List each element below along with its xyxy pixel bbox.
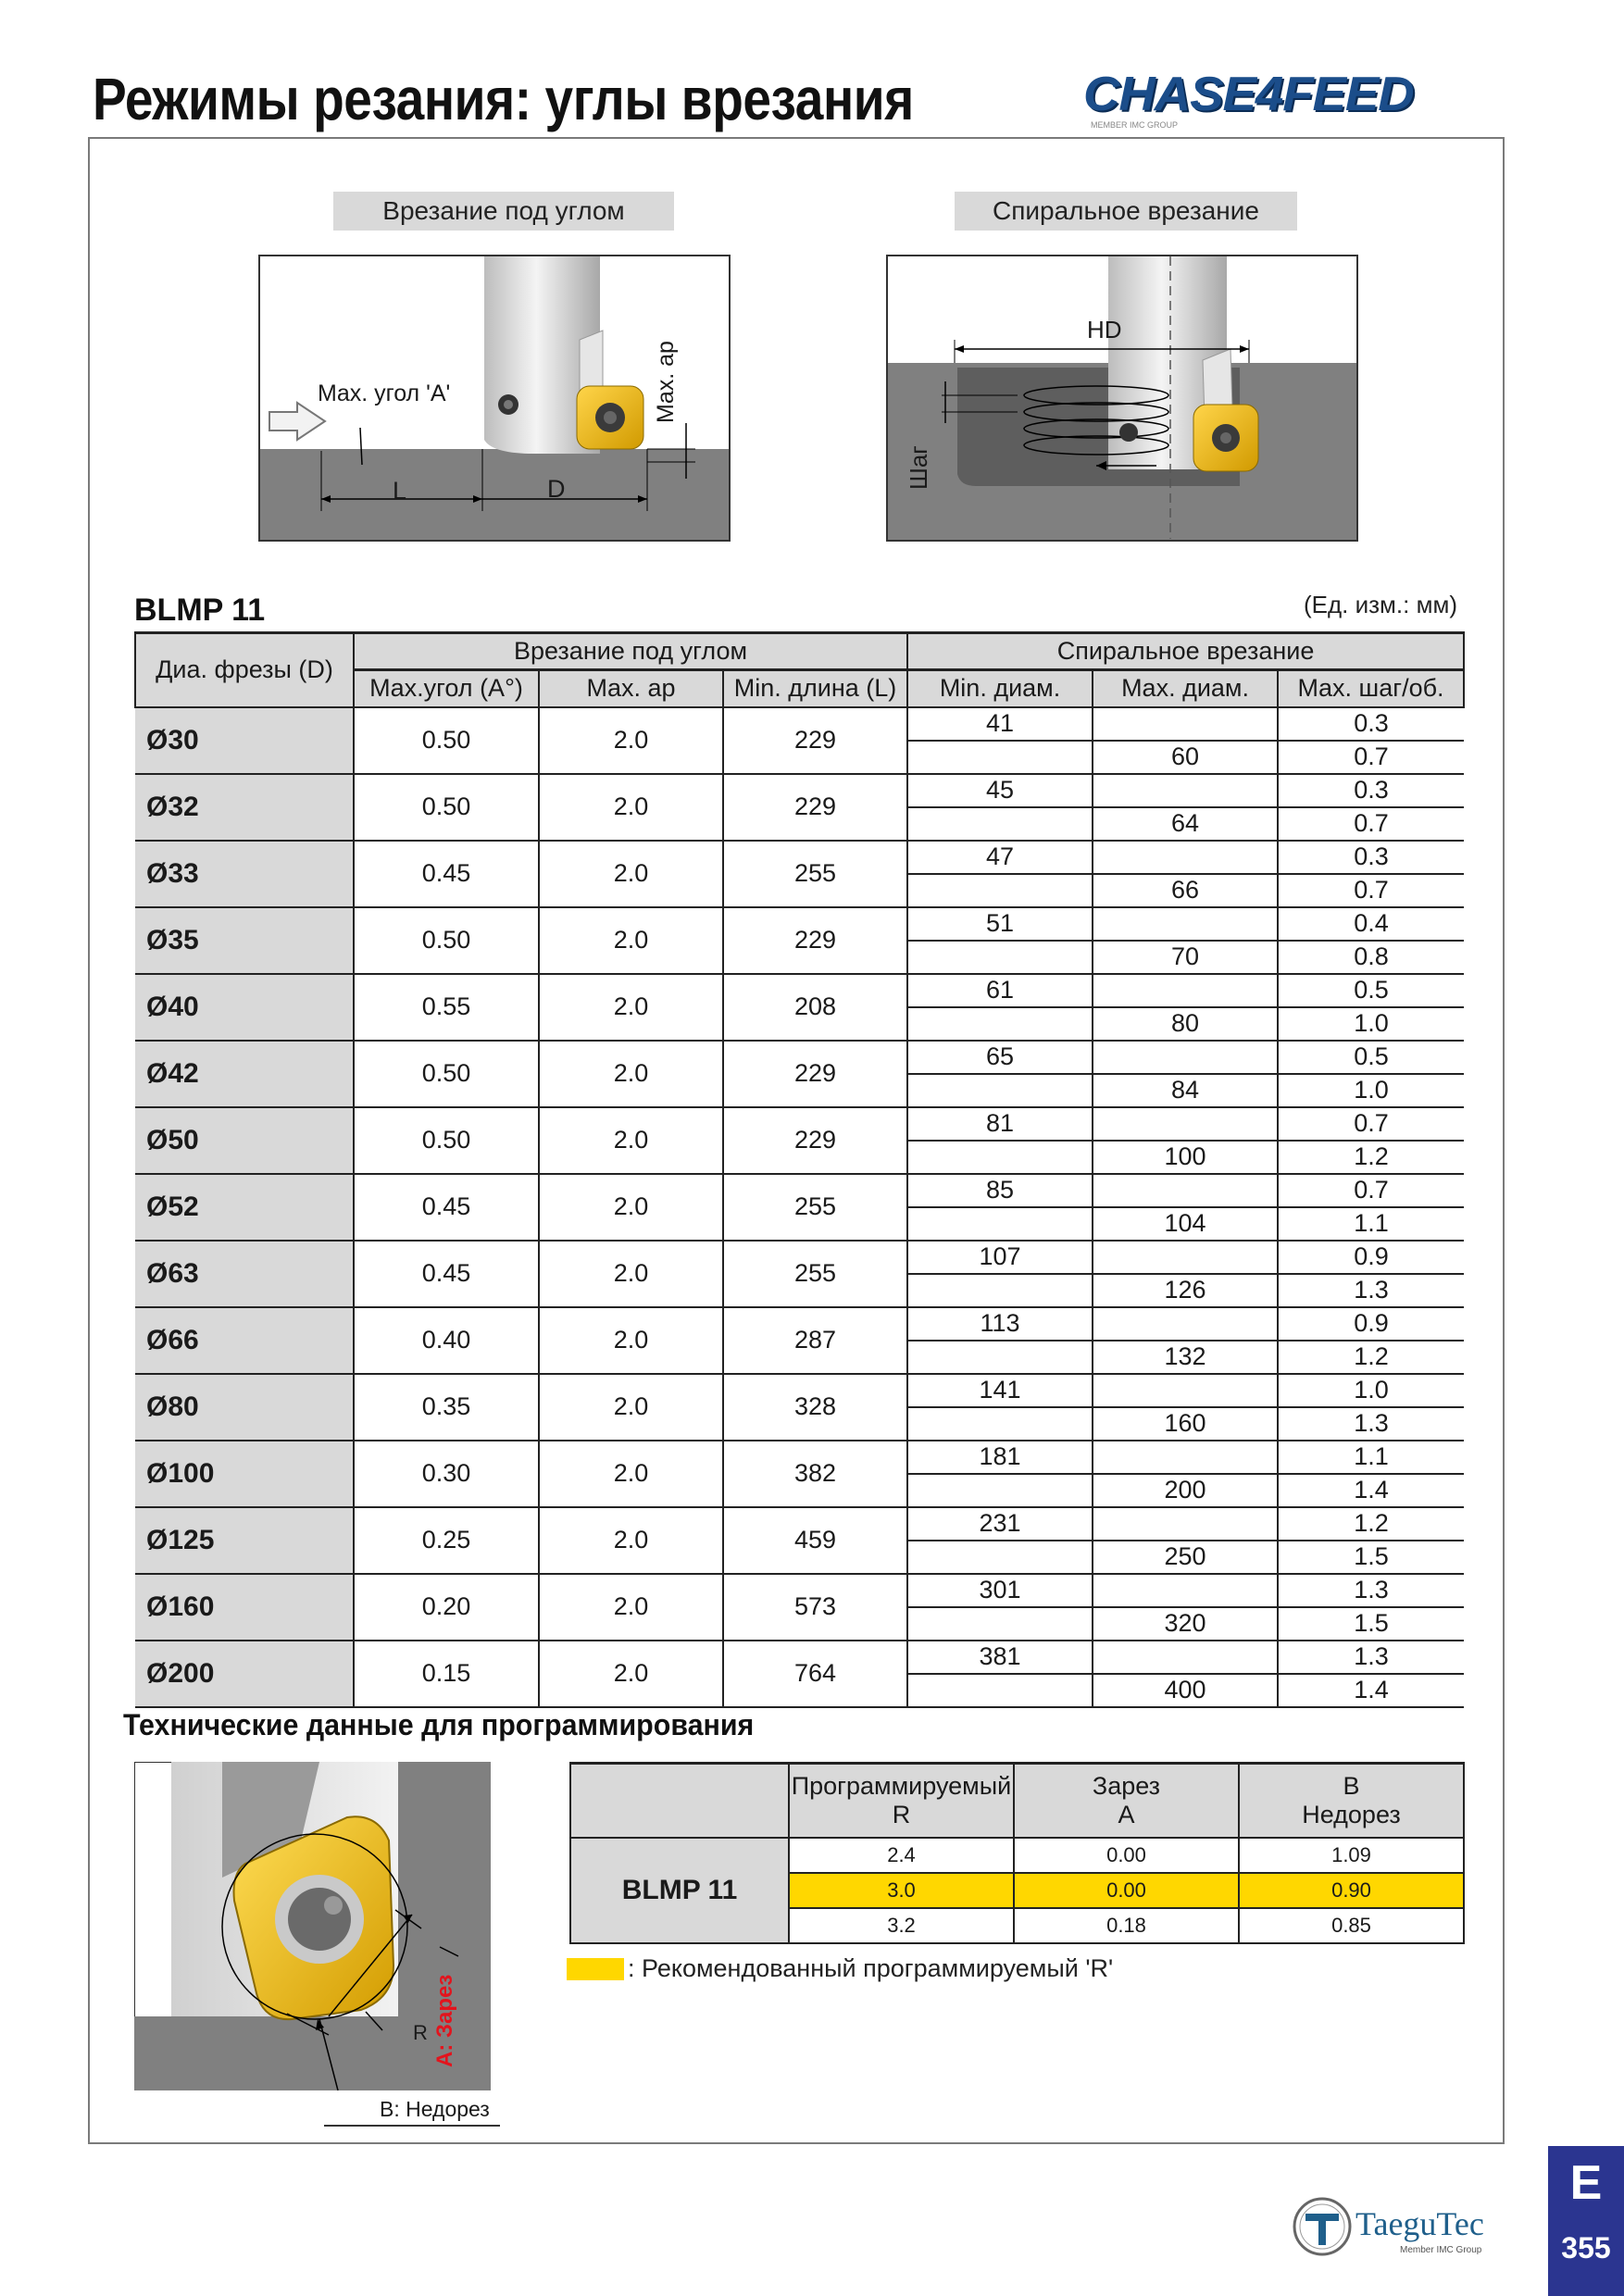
max-angle-label: Max. угол 'A' bbox=[318, 381, 451, 406]
table-row bbox=[135, 1507, 1464, 1574]
cutter-dia-cell: Ø32 bbox=[135, 774, 354, 841]
min-dia-cell-lower bbox=[908, 1408, 1092, 1440]
max-dia-cell-upper bbox=[1093, 1575, 1277, 1608]
max-pitch-cell-upper: 1.0 bbox=[1279, 1375, 1464, 1408]
max-dia-cell bbox=[1093, 1307, 1278, 1374]
max-dia-cell bbox=[1093, 1641, 1278, 1707]
min-dia-cell-upper: 113 bbox=[908, 1308, 1092, 1341]
ramping-data-table bbox=[134, 631, 1465, 1708]
min-length-cell: 255 bbox=[723, 1174, 907, 1241]
max-pitch-cell-lower: 0.7 bbox=[1354, 876, 1389, 904]
max-pitch-cell-upper: 0.7 bbox=[1279, 1108, 1464, 1142]
min-dia-cell bbox=[907, 1441, 1093, 1507]
min-dia-cell-upper: 65 bbox=[908, 1042, 1092, 1075]
prog-header-empty bbox=[570, 1764, 789, 1838]
max-pitch-cell-upper: 0.3 bbox=[1279, 775, 1464, 808]
min-length-cell: 287 bbox=[723, 1307, 907, 1374]
header-cutter-dia: Диа. фрезы (D) bbox=[135, 633, 354, 707]
header-ramp-group: Врезание под углом bbox=[354, 633, 907, 670]
programming-diagram bbox=[134, 1762, 491, 2090]
table-row bbox=[135, 1241, 1464, 1307]
max-dia-cell-upper bbox=[1093, 1108, 1277, 1142]
header-max-angle: Max.угол (A°) bbox=[354, 670, 539, 707]
max-pitch-cell bbox=[1278, 1307, 1464, 1374]
max-angle-cell: 0.50 bbox=[354, 907, 539, 974]
label-r: R bbox=[413, 2021, 428, 2044]
max-pitch-cell bbox=[1278, 774, 1464, 841]
label-a-overcut: A: Зарез bbox=[432, 1974, 457, 2067]
max-dia-cell bbox=[1093, 1441, 1278, 1507]
max-pitch-cell-upper: 0.3 bbox=[1279, 708, 1464, 742]
max-dia-cell-lower: 60 bbox=[1171, 742, 1200, 770]
max-pitch-cell-lower: 1.1 bbox=[1354, 1209, 1389, 1237]
min-dia-cell-upper: 61 bbox=[908, 975, 1092, 1008]
programming-title: Технические данные для программирования bbox=[123, 1708, 755, 1741]
min-dia-cell-lower bbox=[908, 808, 1092, 840]
max-ap-cell: 2.0 bbox=[539, 1041, 723, 1107]
min-dia-cell bbox=[907, 1374, 1093, 1441]
max-dia-cell-upper bbox=[1093, 1175, 1277, 1208]
cutter-dia-cell: Ø33 bbox=[135, 841, 354, 907]
max-dia-cell-lower: 64 bbox=[1171, 809, 1200, 837]
max-dia-cell-lower: 200 bbox=[1164, 1476, 1206, 1504]
max-dia-cell-upper bbox=[1093, 775, 1277, 808]
max-angle-cell: 0.15 bbox=[354, 1641, 539, 1707]
max-dia-cell bbox=[1093, 1574, 1278, 1641]
max-dia-cell-lower: 84 bbox=[1171, 1076, 1200, 1104]
min-dia-cell bbox=[907, 1507, 1093, 1574]
max-dia-cell-lower: 104 bbox=[1164, 1209, 1206, 1237]
max-dia-cell-upper bbox=[1093, 708, 1277, 742]
max-pitch-cell bbox=[1278, 907, 1464, 974]
table-row bbox=[135, 1041, 1464, 1107]
max-dia-cell-lower: 66 bbox=[1171, 876, 1200, 904]
helical-diagram bbox=[886, 255, 1358, 542]
section-letter: E bbox=[1569, 2156, 1603, 2210]
min-dia-cell-lower bbox=[908, 742, 1092, 773]
max-angle-cell: 0.50 bbox=[354, 1041, 539, 1107]
max-dia-cell-upper bbox=[1093, 1242, 1277, 1275]
max-angle-cell: 0.20 bbox=[354, 1574, 539, 1641]
min-dia-cell-lower bbox=[908, 1341, 1092, 1373]
min-length-cell: 328 bbox=[723, 1374, 907, 1441]
max-angle-cell: 0.50 bbox=[354, 1107, 539, 1174]
max-dia-cell bbox=[1093, 907, 1278, 974]
max-pitch-cell-lower: 1.0 bbox=[1354, 1076, 1389, 1104]
legend-text: : Рекомендованный программируемый 'R' bbox=[628, 1954, 1114, 1982]
min-dia-cell-lower bbox=[908, 1675, 1092, 1706]
pitch-label: Шаг bbox=[905, 445, 932, 490]
programming-table bbox=[569, 1762, 1465, 1944]
max-pitch-cell-upper: 0.9 bbox=[1279, 1242, 1464, 1275]
max-dia-cell-upper bbox=[1093, 1441, 1277, 1475]
min-dia-cell bbox=[907, 1041, 1093, 1107]
min-dia-cell bbox=[907, 841, 1093, 907]
cutter-dia-cell: Ø200 bbox=[135, 1641, 354, 1707]
company-sub: Member IMC Group bbox=[1400, 2245, 1482, 2255]
table-row bbox=[135, 974, 1464, 1041]
max-ap-cell: 2.0 bbox=[539, 774, 723, 841]
min-dia-cell-lower bbox=[908, 875, 1092, 906]
max-pitch-cell-lower: 1.2 bbox=[1354, 1142, 1389, 1170]
table-row bbox=[135, 841, 1464, 907]
max-ap-cell: 2.0 bbox=[539, 1507, 723, 1574]
max-pitch-cell-lower: 1.2 bbox=[1354, 1342, 1389, 1370]
max-dia-cell-lower: 320 bbox=[1164, 1609, 1206, 1637]
prog-a-cell: 0.18 bbox=[1014, 1908, 1239, 1943]
table-row bbox=[135, 774, 1464, 841]
chase4feed-logo bbox=[1083, 67, 1509, 141]
max-pitch-cell-lower: 0.7 bbox=[1354, 809, 1389, 837]
max-ap-label: Max. ap bbox=[653, 341, 679, 423]
max-pitch-cell bbox=[1278, 1374, 1464, 1441]
cutter-dia-cell: Ø160 bbox=[135, 1574, 354, 1641]
min-length-cell: 573 bbox=[723, 1574, 907, 1641]
taegutec-logo bbox=[1289, 2190, 1520, 2264]
min-length-cell: 255 bbox=[723, 1241, 907, 1307]
max-pitch-cell bbox=[1278, 1507, 1464, 1574]
cutter-dia-cell: Ø125 bbox=[135, 1507, 354, 1574]
max-angle-cell: 0.50 bbox=[354, 774, 539, 841]
min-dia-cell-upper: 231 bbox=[908, 1508, 1092, 1541]
model-heading: BLMP 11 bbox=[134, 593, 266, 628]
max-dia-cell bbox=[1093, 1507, 1278, 1574]
prog-b-cell: 0.90 bbox=[1239, 1873, 1464, 1908]
max-dia-cell-upper bbox=[1093, 1042, 1277, 1075]
diameter-D-label: D bbox=[547, 475, 566, 503]
min-dia-cell bbox=[907, 1107, 1093, 1174]
table-row bbox=[135, 1174, 1464, 1241]
header-helical-group: Спиральное врезание bbox=[907, 633, 1464, 670]
hd-label: HD bbox=[1087, 316, 1122, 343]
min-dia-cell-upper: 51 bbox=[908, 908, 1092, 942]
max-dia-cell-lower: 250 bbox=[1164, 1542, 1206, 1570]
max-dia-cell bbox=[1093, 1041, 1278, 1107]
min-length-cell: 229 bbox=[723, 1107, 907, 1174]
prog-header-a-line2: A bbox=[1118, 1800, 1135, 1828]
table-row bbox=[135, 1441, 1464, 1507]
max-dia-cell-upper bbox=[1093, 1508, 1277, 1541]
max-ap-cell: 2.0 bbox=[539, 707, 723, 774]
legend-swatch bbox=[567, 1958, 624, 1980]
max-ap-cell: 2.0 bbox=[539, 1307, 723, 1374]
min-dia-cell bbox=[907, 707, 1093, 774]
max-dia-cell bbox=[1093, 974, 1278, 1041]
min-dia-cell-upper: 47 bbox=[908, 842, 1092, 875]
max-angle-cell: 0.25 bbox=[354, 1507, 539, 1574]
max-dia-cell-upper bbox=[1093, 1375, 1277, 1408]
min-dia-cell bbox=[907, 1241, 1093, 1307]
prog-header-b-line2: Недорез bbox=[1302, 1800, 1401, 1828]
max-angle-cell: 0.45 bbox=[354, 1174, 539, 1241]
prog-b-cell: 0.85 bbox=[1239, 1908, 1464, 1943]
min-length-cell: 229 bbox=[723, 1041, 907, 1107]
max-pitch-cell-upper: 1.3 bbox=[1279, 1641, 1464, 1675]
max-pitch-cell bbox=[1278, 707, 1464, 774]
length-L-label: L bbox=[393, 477, 407, 505]
min-dia-cell-lower bbox=[908, 1608, 1092, 1640]
label-b-undercut: B: Недорез bbox=[380, 2097, 490, 2121]
min-dia-cell-lower bbox=[908, 942, 1092, 973]
cutter-dia-cell: Ø100 bbox=[135, 1441, 354, 1507]
max-pitch-cell bbox=[1278, 974, 1464, 1041]
min-length-cell: 255 bbox=[723, 841, 907, 907]
max-dia-cell bbox=[1093, 1107, 1278, 1174]
prog-b-cell: 1.09 bbox=[1239, 1838, 1464, 1873]
cutter-dia-cell: Ø40 bbox=[135, 974, 354, 1041]
max-pitch-cell-lower: 1.0 bbox=[1354, 1009, 1389, 1037]
cutter-dia-cell: Ø63 bbox=[135, 1241, 354, 1307]
header-max-pitch: Max. шаг/об. bbox=[1278, 670, 1464, 707]
min-dia-cell bbox=[907, 974, 1093, 1041]
table-row bbox=[135, 1107, 1464, 1174]
min-dia-cell-lower bbox=[908, 1275, 1092, 1306]
cutter-dia-cell: Ø80 bbox=[135, 1374, 354, 1441]
header-max-ap: Max. ap bbox=[539, 670, 723, 707]
prog-r-cell: 2.4 bbox=[789, 1838, 1014, 1873]
max-pitch-cell-upper: 0.9 bbox=[1279, 1308, 1464, 1341]
max-dia-cell bbox=[1093, 1174, 1278, 1241]
min-length-cell: 229 bbox=[723, 707, 907, 774]
header-min-dia: Min. диам. bbox=[907, 670, 1093, 707]
max-ap-cell: 2.0 bbox=[539, 1574, 723, 1641]
max-ap-cell: 2.0 bbox=[539, 1374, 723, 1441]
cutter-dia-cell: Ø35 bbox=[135, 907, 354, 974]
prog-a-cell: 0.00 bbox=[1014, 1838, 1239, 1873]
min-dia-cell-upper: 107 bbox=[908, 1242, 1092, 1275]
table-row bbox=[135, 1641, 1464, 1707]
max-pitch-cell bbox=[1278, 1174, 1464, 1241]
min-dia-cell-upper: 45 bbox=[908, 775, 1092, 808]
ramp-caption: Врезание под углом bbox=[333, 192, 674, 231]
min-dia-cell-upper: 41 bbox=[908, 708, 1092, 742]
max-pitch-cell-upper: 0.5 bbox=[1279, 975, 1464, 1008]
min-dia-cell-upper: 181 bbox=[908, 1441, 1092, 1475]
max-dia-cell bbox=[1093, 1241, 1278, 1307]
max-dia-cell-upper bbox=[1093, 908, 1277, 942]
prog-model-cell: BLMP 11 bbox=[570, 1838, 789, 1943]
max-pitch-cell-upper: 0.3 bbox=[1279, 842, 1464, 875]
max-pitch-cell bbox=[1278, 1441, 1464, 1507]
min-dia-cell-upper: 85 bbox=[908, 1175, 1092, 1208]
min-dia-cell bbox=[907, 774, 1093, 841]
max-pitch-cell bbox=[1278, 1641, 1464, 1707]
max-angle-cell: 0.45 bbox=[354, 841, 539, 907]
max-dia-cell-lower: 132 bbox=[1164, 1342, 1206, 1370]
prog-header-a-line1: Зарез bbox=[1092, 1771, 1161, 1800]
min-dia-cell bbox=[907, 1174, 1093, 1241]
max-pitch-cell bbox=[1278, 1107, 1464, 1174]
max-pitch-cell-upper: 1.3 bbox=[1279, 1575, 1464, 1608]
prog-a-cell: 0.00 bbox=[1014, 1873, 1239, 1908]
min-dia-cell-lower bbox=[908, 1008, 1092, 1040]
max-dia-cell-lower: 400 bbox=[1164, 1676, 1206, 1703]
undercut-callout bbox=[324, 2095, 500, 2127]
max-angle-cell: 0.30 bbox=[354, 1441, 539, 1507]
min-length-cell: 764 bbox=[723, 1641, 907, 1707]
min-dia-cell bbox=[907, 1307, 1093, 1374]
prog-header-r-line2: R bbox=[892, 1800, 911, 1828]
max-pitch-cell-upper: 0.7 bbox=[1279, 1175, 1464, 1208]
cutter-dia-cell: Ø52 bbox=[135, 1174, 354, 1241]
max-angle-cell: 0.45 bbox=[354, 1241, 539, 1307]
max-pitch-cell-lower: 1.5 bbox=[1354, 1609, 1389, 1637]
max-ap-cell: 2.0 bbox=[539, 1241, 723, 1307]
max-ap-cell: 2.0 bbox=[539, 907, 723, 974]
table-row bbox=[135, 707, 1464, 774]
max-pitch-cell-upper: 1.2 bbox=[1279, 1508, 1464, 1541]
prog-header-r-line1: Программируемый bbox=[791, 1771, 1012, 1800]
min-dia-cell-lower bbox=[908, 1142, 1092, 1173]
max-dia-cell-lower: 126 bbox=[1164, 1276, 1206, 1304]
min-dia-cell bbox=[907, 1641, 1093, 1707]
max-pitch-cell-lower: 1.5 bbox=[1354, 1542, 1389, 1570]
table-row bbox=[135, 1574, 1464, 1641]
min-dia-cell-upper: 301 bbox=[908, 1575, 1092, 1608]
max-dia-cell bbox=[1093, 774, 1278, 841]
logo-text: CHASE4FEED bbox=[1083, 68, 1414, 121]
helical-caption: Спиральное врезание bbox=[955, 192, 1297, 231]
ramp-diagram bbox=[258, 255, 731, 542]
max-dia-cell bbox=[1093, 707, 1278, 774]
min-length-cell: 459 bbox=[723, 1507, 907, 1574]
max-angle-cell: 0.40 bbox=[354, 1307, 539, 1374]
max-angle-cell: 0.55 bbox=[354, 974, 539, 1041]
table-row bbox=[135, 1307, 1464, 1374]
prog-header-b-line1: B bbox=[1343, 1771, 1360, 1800]
min-dia-cell-lower bbox=[908, 1075, 1092, 1106]
max-pitch-cell bbox=[1278, 1041, 1464, 1107]
max-dia-cell-lower: 70 bbox=[1171, 942, 1200, 970]
max-dia-cell bbox=[1093, 841, 1278, 907]
legend bbox=[567, 1954, 1113, 1983]
max-pitch-cell-lower: 0.7 bbox=[1354, 742, 1389, 770]
max-pitch-cell-lower: 0.8 bbox=[1354, 942, 1389, 970]
cutter-dia-cell: Ø66 bbox=[135, 1307, 354, 1374]
max-dia-cell bbox=[1093, 1374, 1278, 1441]
min-dia-cell bbox=[907, 907, 1093, 974]
max-ap-cell: 2.0 bbox=[539, 1641, 723, 1707]
max-dia-cell-lower: 160 bbox=[1164, 1409, 1206, 1437]
max-dia-cell-upper bbox=[1093, 842, 1277, 875]
max-pitch-cell-lower: 1.3 bbox=[1354, 1409, 1389, 1437]
max-angle-cell: 0.50 bbox=[354, 707, 539, 774]
max-ap-cell: 2.0 bbox=[539, 1107, 723, 1174]
logo-subtext: MEMBER IMC GROUP bbox=[1091, 120, 1179, 130]
min-length-cell: 229 bbox=[723, 907, 907, 974]
min-dia-cell-lower bbox=[908, 1541, 1092, 1573]
min-dia-cell-upper: 81 bbox=[908, 1108, 1092, 1142]
cutter-dia-cell: Ø50 bbox=[135, 1107, 354, 1174]
max-dia-cell-upper bbox=[1093, 1308, 1277, 1341]
max-dia-cell-lower: 100 bbox=[1164, 1142, 1206, 1170]
helical-illustration bbox=[888, 256, 1358, 542]
max-ap-cell: 2.0 bbox=[539, 1441, 723, 1507]
company-name: TaeguTec bbox=[1355, 2205, 1484, 2242]
max-pitch-cell-lower: 1.4 bbox=[1354, 1676, 1389, 1703]
max-pitch-cell-lower: 1.4 bbox=[1354, 1476, 1389, 1504]
min-dia-cell bbox=[907, 1574, 1093, 1641]
max-pitch-cell bbox=[1278, 1574, 1464, 1641]
min-length-cell: 208 bbox=[723, 974, 907, 1041]
prog-r-cell: 3.0 bbox=[789, 1873, 1014, 1908]
prog-header-b bbox=[1239, 1764, 1464, 1838]
section-tab bbox=[1548, 2146, 1624, 2296]
prog-row bbox=[570, 1838, 1464, 1873]
max-pitch-cell bbox=[1278, 1241, 1464, 1307]
prog-header-a bbox=[1014, 1764, 1239, 1838]
units-note: (Ед. изм.: мм) bbox=[1303, 591, 1457, 618]
min-dia-cell-upper: 381 bbox=[908, 1641, 1092, 1675]
header-max-dia: Max. диам. bbox=[1093, 670, 1278, 707]
max-pitch-cell-lower: 1.3 bbox=[1354, 1276, 1389, 1304]
cutter-dia-cell: Ø30 bbox=[135, 707, 354, 774]
prog-header-r bbox=[789, 1764, 1014, 1838]
page-title: Режимы резания: углы врезания bbox=[93, 66, 914, 132]
min-length-cell: 382 bbox=[723, 1441, 907, 1507]
min-dia-cell-lower bbox=[908, 1475, 1092, 1506]
cutter-dia-cell: Ø42 bbox=[135, 1041, 354, 1107]
page-number: 355 bbox=[1561, 2231, 1611, 2265]
max-dia-cell-upper bbox=[1093, 975, 1277, 1008]
max-dia-cell-lower: 80 bbox=[1171, 1009, 1200, 1037]
min-length-cell: 229 bbox=[723, 774, 907, 841]
max-pitch-cell bbox=[1278, 841, 1464, 907]
prog-r-cell: 3.2 bbox=[789, 1908, 1014, 1943]
max-ap-cell: 2.0 bbox=[539, 841, 723, 907]
table-row bbox=[135, 907, 1464, 974]
max-pitch-cell-upper: 1.1 bbox=[1279, 1441, 1464, 1475]
min-dia-cell-upper: 141 bbox=[908, 1375, 1092, 1408]
max-angle-cell: 0.35 bbox=[354, 1374, 539, 1441]
max-ap-cell: 2.0 bbox=[539, 974, 723, 1041]
header-min-length: Min. длина (L) bbox=[723, 670, 907, 707]
max-ap-cell: 2.0 bbox=[539, 1174, 723, 1241]
max-dia-cell-upper bbox=[1093, 1641, 1277, 1675]
max-pitch-cell-upper: 0.4 bbox=[1279, 908, 1464, 942]
min-dia-cell-lower bbox=[908, 1208, 1092, 1240]
max-pitch-cell-upper: 0.5 bbox=[1279, 1042, 1464, 1075]
table-row bbox=[135, 1374, 1464, 1441]
